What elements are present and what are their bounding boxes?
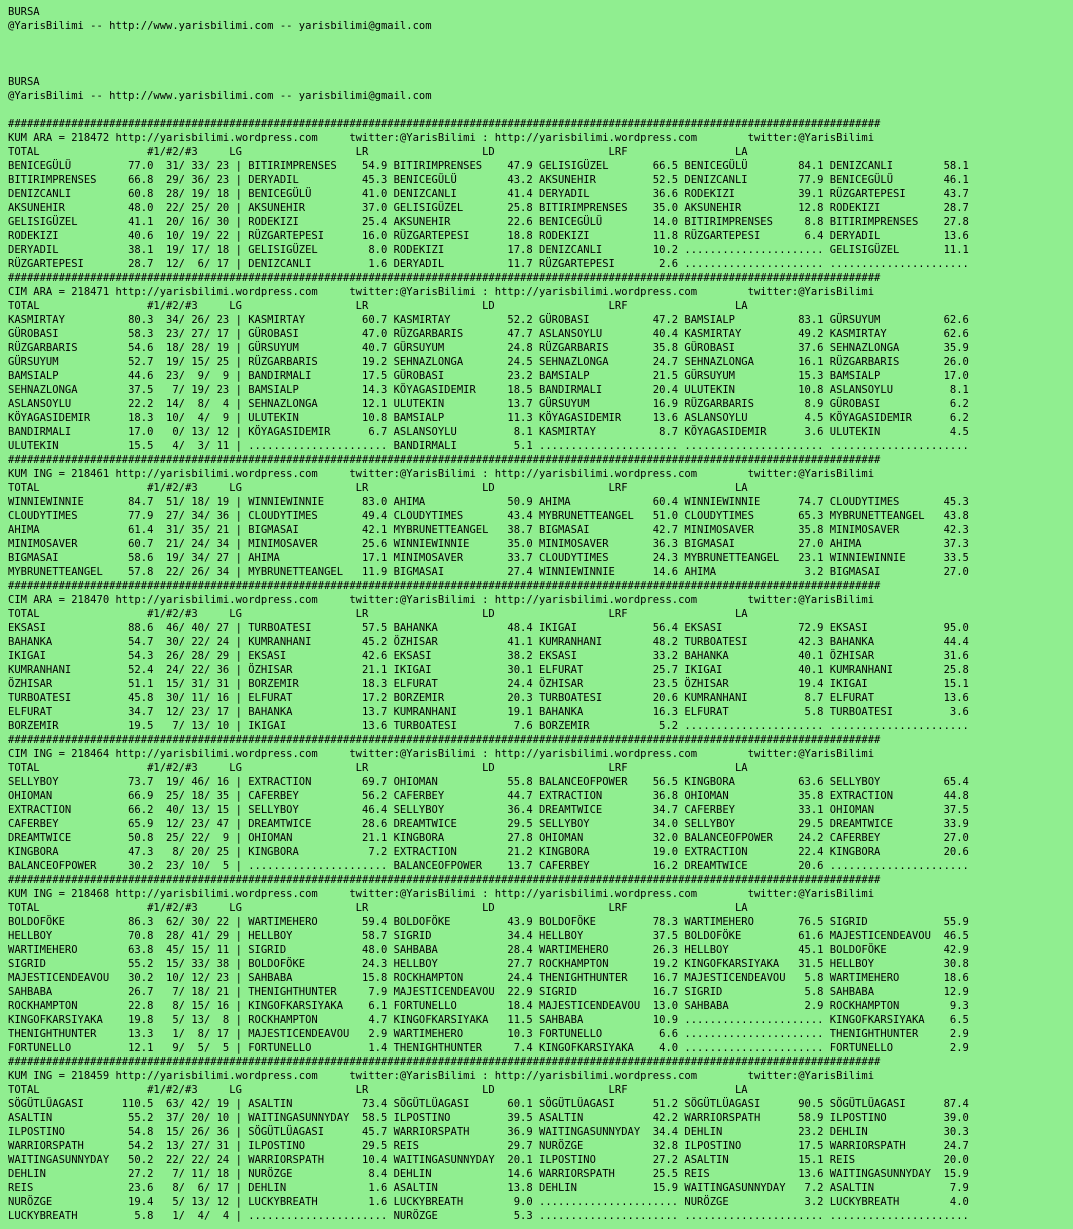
text-line: SELLYBOY 73.7 19/ 46/ 16 | EXTRACTION 69.7 OHIOMAN 55.8 BALANCEOFPOWER 56.5 KINGBORA 63.6 SELLYBOY 65.4 (8, 776, 969, 788)
text-line: CLOUDYTIMES 77.9 27/ 34/ 36 | CLOUDYTIMES 49.4 CLOUDYTIMES 43.4 MYBRUNETTEANGEL 51.0 CLOUDYTIMES 65.3 MYBRUNETTEANGEL 43.8 (8, 510, 969, 522)
text-line: TOTAL #1/#2/#3 LG LR LD LRF LA (8, 608, 748, 620)
text-line: WINNIEWINNIE 84.7 51/ 18/ 19 | WINNIEWINNIE 83.0 AHIMA 50.9 AHIMA 60.4 WINNIEWINNIE 74.7 CLOUDYTIMES 45.3 (8, 496, 969, 508)
text-line: TOTAL #1/#2/#3 LG LR LD LRF LA (8, 762, 748, 774)
text-line: ########################################################################################################################################## (8, 1056, 881, 1068)
text-line: ########################################################################################################################################## (8, 734, 881, 746)
text-line: KUM ING = 218468 http://yarisbilimi.wordpress.com twitter:@YarisBilimi : http://yarisbilimi.wordpress.com twitter:@YarisBilimi (8, 888, 875, 900)
text-line: CIM ARA = 218470 http://yarisbilimi.wordpress.com twitter:@YarisBilimi : http://yarisbilimi.wordpress.com twitter:@YarisBilimi (8, 594, 875, 606)
text-line: TOTAL #1/#2/#3 LG LR LD LRF LA (8, 300, 748, 312)
text-line: REIS 23.6 8/ 6/ 17 | DEHLIN 1.6 ASALTIN 13.8 DEHLIN 15.9 WAITINGASUNNYDAY 7.2 ASALTIN 7.9 (8, 1182, 969, 1194)
text-line: ILPOSTINO 54.8 15/ 26/ 36 | SÖGÜTLÜAGASI 45.7 WARRIORSPATH 36.9 WAITINGASUNNYDAY 34.4 DEHLIN 23.2 DEHLIN 30.3 (8, 1126, 969, 1138)
text-line: BURSA (8, 6, 40, 18)
text-line: BANDIRMALI 17.0 0/ 13/ 12 | KÖYAGASIDEMIR 6.7 ASLANSOYLU 8.1 KASMIRTAY 8.7 KÖYAGASIDEMIR 3.6 ULUTEKIN 4.5 (8, 426, 969, 438)
text-line: TURBOATESI 45.8 30/ 11/ 16 | ELFURAT 17.2 BORZEMIR 20.3 TURBOATESI 20.6 KUMRANHANI 8.7 ELFURAT 13.6 (8, 692, 969, 704)
text-line: ########################################################################################################################################## (8, 454, 881, 466)
text-line: WAITINGASUNNYDAY 50.2 22/ 22/ 24 | WARRIORSPATH 10.4 WAITINGASUNNYDAY 20.1 ILPOSTINO 27.2 ASALTIN 15.1 REIS 20.0 (8, 1154, 969, 1166)
text-line: BOLDOFÖKE 86.3 62/ 30/ 22 | WARTIMEHERO 59.4 BOLDOFÖKE 43.9 BOLDOFÖKE 78.3 WARTIMEHERO 76.5 SIGRID 55.9 (8, 916, 969, 928)
text-line: KUM ING = 218459 http://yarisbilimi.wordpress.com twitter:@YarisBilimi : http://yarisbilimi.wordpress.com twitter:@YarisBilimi (8, 1070, 875, 1082)
text-line: AHIMA 61.4 31/ 35/ 21 | BIGMASAI 42.1 MYBRUNETTEANGEL 38.7 BIGMASAI 42.7 MINIMOSAVER 35.8 MINIMOSAVER 42.3 (8, 524, 969, 536)
text-line: NURÖZGE 19.4 5/ 13/ 12 | LUCKYBREATH 1.6 LUCKYBREATH 9.0 ...................... NURÖZGE 3.2 LUCKYBREATH 4.0 (8, 1196, 969, 1208)
text-line: SIGRID 55.2 15/ 33/ 38 | BOLDOFÖKE 24.3 HELLBOY 27.7 ROCKHAMPTON 19.2 KINGOFKARSIYAKA 31.5 HELLBOY 30.8 (8, 958, 969, 970)
text-line: ULUTEKIN 15.5 4/ 3/ 11 | ...................... BANDIRMALI 5.1 ...................... ...................... ...................... (8, 440, 969, 452)
text-line: GÜROBASI 58.3 23/ 27/ 17 | GÜROBASI 47.0 RÜZGARBARIS 47.7 ASLANSOYLU 40.4 KASMIRTAY 49.2 KASMIRTAY 62.6 (8, 328, 969, 340)
text-line: CIM ING = 218464 http://yarisbilimi.wordpress.com twitter:@YarisBilimi : http://yarisbilimi.wordpress.com twitter:@YarisBilimi (8, 748, 875, 760)
text-line: KUM ING = 218461 http://yarisbilimi.wordpress.com twitter:@YarisBilimi : http://yarisbilimi.wordpress.com twitter:@YarisBilimi (8, 468, 875, 480)
text-line: BURSA (8, 76, 40, 88)
text-line: GELISIGÜZEL 41.1 20/ 16/ 30 | RODEKIZI 25.4 AKSUNEHIR 22.6 BENICEGÜLÜ 14.0 BITIRIMPRENSES 8.8 BITIRIMPRENSES 27.8 (8, 216, 969, 228)
text-line: @YarisBilimi -- http://www.yarisbilimi.com -- yarisbilimi@gmail.com (8, 90, 432, 102)
text-line: EXTRACTION 66.2 40/ 13/ 15 | SELLYBOY 46.4 SELLYBOY 36.4 DREAMTWICE 34.7 CAFERBEY 33.1 OHIOMAN 37.5 (8, 804, 969, 816)
text-line: BENICEGÜLÜ 77.0 31/ 33/ 23 | BITIRIMPRENSES 54.9 BITIRIMPRENSES 47.9 GELISIGÜZEL 66.5 BENICEGÜLÜ 84.1 DENIZCANLI 58.1 (8, 160, 969, 172)
text-line: OHIOMAN 66.9 25/ 18/ 35 | CAFERBEY 56.2 CAFERBEY 44.7 EXTRACTION 36.8 OHIOMAN 35.8 EXTRACTION 44.8 (8, 790, 969, 802)
text-line: KASMIRTAY 80.3 34/ 26/ 23 | KASMIRTAY 60.7 KASMIRTAY 52.2 GÜROBASI 47.2 BAMSIALP 83.1 GÜRSUYUM 62.6 (8, 314, 969, 326)
text-line: BAMSIALP 44.6 23/ 9/ 9 | BANDIRMALI 17.5 GÜROBASI 23.2 BAMSIALP 21.5 GÜRSUYUM 15.3 BAMSIALP 17.0 (8, 370, 969, 382)
text-line: ELFURAT 34.7 12/ 23/ 17 | BAHANKA 13.7 KUMRANHANI 19.1 BAHANKA 16.3 ELFURAT 5.8 TURBOATESI 3.6 (8, 706, 969, 718)
text-line: SEHNAZLONGA 37.5 7/ 19/ 23 | BAMSIALP 14.3 KÖYAGASIDEMIR 18.5 BANDIRMALI 20.4 ULUTEKIN 10.8 ASLANSOYLU 8.1 (8, 384, 969, 396)
text-line: KUMRANHANI 52.4 24/ 22/ 36 | ÖZHISAR 21.1 IKIGAI 30.1 ELFURAT 25.7 IKIGAI 40.1 KUMRANHANI 25.8 (8, 664, 969, 676)
text-line: KUM ARA = 218472 http://yarisbilimi.wordpress.com twitter:@YarisBilimi : http://yarisbilimi.wordpress.com twitter:@YarisBilimi (8, 132, 875, 144)
text-line: SAHBABA 26.7 7/ 18/ 21 | THENIGHTHUNTER 7.9 MAJESTICENDEAVOU 22.9 SIGRID 16.7 SIGRID 5.8 SAHBABA 12.9 (8, 986, 969, 998)
text-line: KÖYAGASIDEMIR 18.3 10/ 4/ 9 | ULUTEKIN 10.8 BAMSIALP 11.3 KÖYAGASIDEMIR 13.6 ASLANSOYLU 4.5 KÖYAGASIDEMIR 6.2 (8, 412, 969, 424)
text-line: SÖGÜTLÜAGASI 110.5 63/ 42/ 19 | ASALTIN 73.4 SÖGÜTLÜAGASI 60.1 SÖGÜTLÜAGASI 51.2 SÖGÜTLÜAGASI 90.5 SÖGÜTLÜAGASI 87.4 (8, 1098, 969, 1110)
text-line: TOTAL #1/#2/#3 LG LR LD LRF LA (8, 1084, 748, 1096)
text-line: IKIGAI 54.3 26/ 28/ 29 | EKSASI 42.6 EKSASI 38.2 EKSASI 33.2 BAHANKA 40.1 ÖZHISAR 31.6 (8, 650, 969, 662)
text-line: RÜZGARTEPESI 28.7 12/ 6/ 17 | DENIZCANLI 1.6 DERYADIL 11.7 RÜZGARTEPESI 2.6 ...................... ...................... (8, 258, 969, 270)
text-line: ########################################################################################################################################## (8, 874, 881, 886)
text-line: MINIMOSAVER 60.7 21/ 24/ 34 | MINIMOSAVER 25.6 WINNIEWINNIE 35.0 MINIMOSAVER 36.3 BIGMASAI 27.0 AHIMA 37.3 (8, 538, 969, 550)
text-line: ASLANSOYLU 22.2 14/ 8/ 4 | SEHNAZLONGA 12.1 ULUTEKIN 13.7 GÜRSUYUM 16.9 RÜZGARBARIS 8.9 GÜROBASI 6.2 (8, 398, 969, 410)
text-line: DENIZCANLI 60.8 28/ 19/ 18 | BENICEGÜLÜ 41.0 DENIZCANLI 41.4 DERYADIL 36.6 RODEKIZI 39.1 RÜZGARTEPESI 43.7 (8, 188, 969, 200)
text-line: RODEKIZI 40.6 10/ 19/ 22 | RÜZGARTEPESI 16.0 RÜZGARTEPESI 18.8 RODEKIZI 11.8 RÜZGARTEPESI 6.4 DERYADIL 13.6 (8, 230, 969, 242)
text-line: GÜRSUYUM 52.7 19/ 15/ 25 | RÜZGARBARIS 19.2 SEHNAZLONGA 24.5 SEHNAZLONGA 24.7 SEHNAZLONGA 16.1 RÜZGARBARIS 26.0 (8, 356, 969, 368)
text-line: BIGMASAI 58.6 19/ 34/ 27 | AHIMA 17.1 MINIMOSAVER 33.7 CLOUDYTIMES 24.3 MYBRUNETTEANGEL 23.1 WINNIEWINNIE 33.5 (8, 552, 969, 564)
text-line: AKSUNEHIR 48.0 22/ 25/ 20 | AKSUNEHIR 37.0 GELISIGÜZEL 25.8 BITIRIMPRENSES 35.0 AKSUNEHIR 12.8 RODEKIZI 28.7 (8, 202, 969, 214)
text-line: WARTIMEHERO 63.8 45/ 15/ 11 | SIGRID 48.0 SAHBABA 28.4 WARTIMEHERO 26.3 HELLBOY 45.1 BOLDOFÖKE 42.9 (8, 944, 969, 956)
text-line: ########################################################################################################################################## (8, 580, 881, 592)
text-line: LUCKYBREATH 5.8 1/ 4/ 4 | ...................... NURÖZGE 5.3 ...................... ...................... ...................... (8, 1210, 969, 1222)
text-line: DREAMTWICE 50.8 25/ 22/ 9 | OHIOMAN 21.1 KINGBORA 27.8 OHIOMAN 32.0 BALANCEOFPOWER 24.2 CAFERBEY 27.0 (8, 832, 969, 844)
text-line: BALANCEOFPOWER 30.2 23/ 10/ 5 | ...................... BALANCEOFPOWER 13.7 CAFERBEY 16.2 DREAMTWICE 20.6 ...................... (8, 860, 969, 872)
text-line: TOTAL #1/#2/#3 LG LR LD LRF LA (8, 482, 748, 494)
text-line: TOTAL #1/#2/#3 LG LR LD LRF LA (8, 146, 748, 158)
text-line: BORZEMIR 19.5 7/ 13/ 10 | IKIGAI 13.6 TURBOATESI 7.6 BORZEMIR 5.2 ...................... ...................... (8, 720, 969, 732)
text-line: EKSASI 88.6 46/ 40/ 27 | TURBOATESI 57.5 BAHANKA 48.4 IKIGAI 56.4 EKSASI 72.9 EKSASI 95.0 (8, 622, 969, 634)
text-line: DERYADIL 38.1 19/ 17/ 18 | GELISIGÜZEL 8.0 RODEKIZI 17.8 DENIZCANLI 10.2 ...................... GELISIGÜZEL 11.1 (8, 244, 969, 256)
text-line: KINGBORA 47.3 8/ 20/ 25 | KINGBORA 7.2 EXTRACTION 21.2 KINGBORA 19.0 EXTRACTION 22.4 KINGBORA 20.6 (8, 846, 969, 858)
text-line: @YarisBilimi -- http://www.yarisbilimi.com -- yarisbilimi@gmail.com (8, 20, 432, 32)
text-line: RÜZGARBARIS 54.6 18/ 28/ 19 | GÜRSUYUM 40.7 GÜRSUYUM 24.8 RÜZGARBARIS 35.8 GÜROBASI 37.6 SEHNAZLONGA 35.9 (8, 342, 969, 354)
text-line: BAHANKA 54.7 30/ 22/ 24 | KUMRANHANI 45.2 ÖZHISAR 41.1 KUMRANHANI 48.2 TURBOATESI 42.3 BAHANKA 44.4 (8, 636, 969, 648)
text-line: ASALTIN 55.2 37/ 20/ 10 | WAITINGASUNNYDAY 58.5 ILPOSTINO 39.5 ASALTIN 42.2 WARRIORSPATH 58.9 ILPOSTINO 39.0 (8, 1112, 969, 1124)
text-line: BITIRIMPRENSES 66.8 29/ 36/ 23 | DERYADIL 45.3 BENICEGÜLÜ 43.2 AKSUNEHIR 52.5 DENIZCANLI 77.9 BENICEGÜLÜ 46.1 (8, 174, 969, 186)
text-line: FORTUNELLO 12.1 9/ 5/ 5 | FORTUNELLO 1.4 THENIGHTHUNTER 7.4 KINGOFKARSIYAKA 4.0 ...................... FORTUNELLO 2.9 (8, 1042, 969, 1054)
text-line: TOTAL #1/#2/#3 LG LR LD LRF LA (8, 902, 748, 914)
text-line: CAFERBEY 65.9 12/ 23/ 47 | DREAMTWICE 28.6 DREAMTWICE 29.5 SELLYBOY 34.0 SELLYBOY 29.5 DREAMTWICE 33.9 (8, 818, 969, 830)
text-line: KINGOFKARSIYAKA 19.8 5/ 13/ 8 | ROCKHAMPTON 4.7 KINGOFKARSIYAKA 11.5 SAHBABA 10.9 ...................... KINGOFKARSIYAKA 6.5 (8, 1014, 969, 1026)
text-line: HELLBOY 70.8 28/ 41/ 29 | HELLBOY 58.7 SIGRID 34.4 HELLBOY 37.5 BOLDOFÖKE 61.6 MAJESTICENDEAVOU 46.5 (8, 930, 969, 942)
text-line: ########################################################################################################################################## (8, 272, 881, 284)
text-line: ########################################################################################################################################## (8, 118, 881, 130)
text-line: WARRIORSPATH 54.2 13/ 27/ 31 | ILPOSTINO 29.5 REIS 29.7 NURÖZGE 32.8 ILPOSTINO 17.5 WARRIORSPATH 24.7 (8, 1140, 969, 1152)
text-line: ROCKHAMPTON 22.8 8/ 15/ 16 | KINGOFKARSIYAKA 6.1 FORTUNELLO 18.4 MAJESTICENDEAVOU 13.0 SAHBABA 2.9 ROCKHAMPTON 9.3 (8, 1000, 969, 1012)
text-line: THENIGHTHUNTER 13.3 1/ 8/ 17 | MAJESTICENDEAVOU 2.9 WARTIMEHERO 10.3 FORTUNELLO 6.6 ...................... THENIGHTHUNTER 2.9 (8, 1028, 969, 1040)
text-line: DEHLIN 27.2 7/ 11/ 18 | NURÖZGE 8.4 DEHLIN 14.6 WARRIORSPATH 25.5 REIS 13.6 WAITINGASUNNYDAY 15.9 (8, 1168, 969, 1180)
text-line: CIM ARA = 218471 http://yarisbilimi.wordpress.com twitter:@YarisBilimi : http://yarisbilimi.wordpress.com twitter:@YarisBilimi (8, 286, 875, 298)
text-line: ÖZHISAR 51.1 15/ 31/ 31 | BORZEMIR 18.3 ELFURAT 24.4 ÖZHISAR 23.5 ÖZHISAR 19.4 IKIGAI 15.1 (8, 678, 969, 690)
text-line: MYBRUNETTEANGEL 57.8 22/ 26/ 34 | MYBRUNETTEANGEL 11.9 BIGMASAI 27.4 WINNIEWINNIE 14.6 AHIMA 3.2 BIGMASAI 27.0 (8, 566, 969, 578)
text-line: MAJESTICENDEAVOU 30.2 10/ 12/ 23 | SAHBABA 15.8 ROCKHAMPTON 24.4 THENIGHTHUNTER 16.7 MAJESTICENDEAVOU 5.8 WARTIMEHERO 18.6 (8, 972, 969, 984)
